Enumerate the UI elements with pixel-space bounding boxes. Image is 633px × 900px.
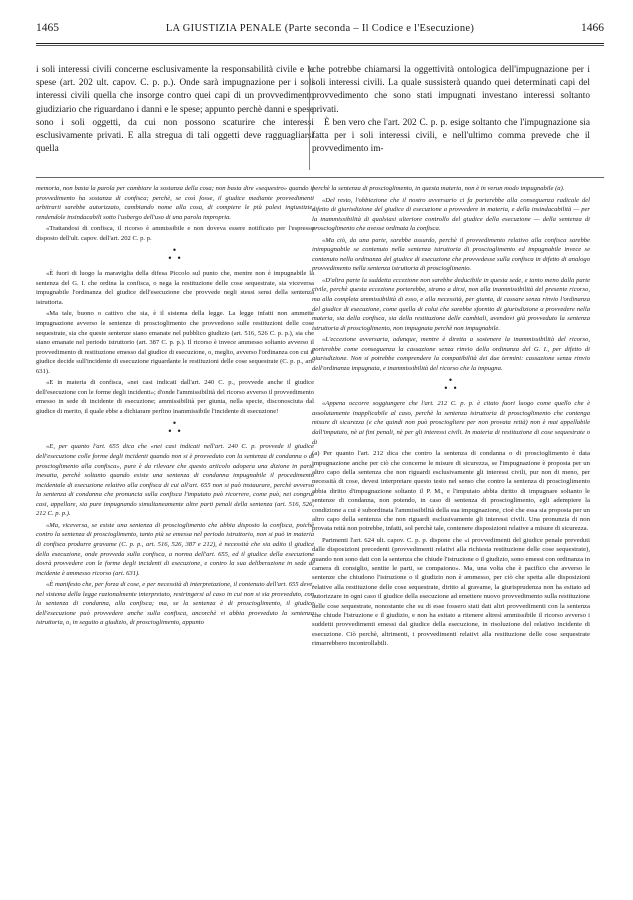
footnote-a: (a) Per quanto l'art. 212 dica che contro la sentenza di condanna o di proscioglimento è data impugnazione anche per ciò che concerne le misure di sicurezza, se l'impugnazione è proposta per un altro capo della sentenza che non riguardi esclusivamente gli interessi civili, pur non di meno, per necessità di cose, devesi interpretare questo testo nel senso che contro la sentenza di proscioglimento abbia diritto d'impugnazione soltanto il P. M., e l'imputato abbia diritto di impugnare soltanto le sentenze di condanna, non potendo, in caso di sentenza di proscioglimento, egli adempiere la condizione a cui è subordinata l'ammissibilità della sua impugnazione, cioè che essa sia proposta per un altro capo della sentenza che non riguardi esclusivamente gli interessi civili. Una pronunzia di non provata reità non potrebbe, infatti, sol perchè tale, contenere disposizioni relative a misure di sicurezza.: [312, 450, 590, 533]
main-text-left-column: [36, 64, 314, 156]
footnotes-right-column: [312, 184, 590, 649]
section-separator: • • •: [443, 376, 459, 394]
footnote-paragraph: «Appena occorre soggiungere che l'art. 212 C. p. p. è citato fuori luogo come quello che è assolutamente inapplicabile al caso, perchè la sentenza istruttoria di proscioglimento che contenga misure di sicurezza (e che quindi non può prosciogliere per non provata reità) non è mai appellabile dall'imputato, nè ai fini penali, nè per gli interessi civili. In materia di restituzione di cose sequestrate o di: [312, 400, 590, 446]
running-title: LA GIUSTIZIA PENALE (Parte seconda – Il Codice e l'Esecuzione): [165, 23, 475, 34]
running-header: [36, 18, 604, 42]
footnote-paragraph: «D'altra parte la suddetta eccezione non sarebbe deducibile in questa sede, e tanto meno dalla parte civile, perchè questa eccezione porterebbe, strano a dirsi, non alla inammissibilità del presente ricorso, ma alla completa ammissibilità di esso, e alla necessità, per giunta, di cassare senza rinvio l'ordinanza del giudice di esecuzione, come quella di colui che sarebbe sfornito di giurisdizione a provvedere nella materia, sia della confisca, sia della restituzione delle cambiali, avendovi già provveduto la sentenza istruttoria di proscioglimento, non impugnata perchè non impugnabile.: [312, 276, 590, 332]
header-rule: [36, 43, 604, 44]
footnote-paragraph: «Ma tale, buono o cattivo che sia, è il sistema della legge. La legge infatti non ammette impugnazione avverso le sentenze di proscioglimento che provvedono sulle restituzioni delle cose sequestrate, sia che queste sentenze siano emanate nel pubblico giudizio (art. 516, 526 C. p. p.), sia che siano emanate nel periodo istruttorio (art. 387 C. p. p.). Il ricorso è invece ammesso soltanto avverso il provvedimento di restituzione emesso dal giudice di esecuzione, o, meglio, avverso l'ordinanza con cui il giudice decide sull'incidente di esecuzione riguardante le restituzioni delle cose sequestrate (C. p. p., art. 631).: [36, 310, 314, 375]
page-number-right: 1466: [581, 22, 604, 34]
main-paragraph: che potrebbe chiamarsi la oggettività ontologica dell'impugnazione per i soli interessi civili. La quale sussisterà quando quei determinati capi del provvedimento che sono stati impugnati investano interessi soltanto privati.: [312, 65, 590, 115]
page-number-left: 1465: [36, 22, 59, 34]
main-paragraph: i soli interessi civili concerne esclusivamente la responsabilità civile e le spese (art. 202 ult. capov. C. p. p.). Onde sarà impugnazione per i soli interessi civili quella che insorge contro quei capi di un provvedimento giudiziario che riguardano i danni e le spese; appunto perchè danni e spese sono i soli oggetti, da cui non possono scaturire che interessi esclusivamente privati. E alla stregua di tali oggetti deve ragguagliarsi quella: [36, 65, 314, 155]
footnote-paragraph: memoria, non basta la parola per cambiare la sostanza della cosa; non basta dire «sequestro» quando il provvedimento ha sostanza di confisca; perchè, se così fosse, il giudice mediante provvedimenti arbitrarii sarebbe autorizzato, cambiando nome alla cosa, di compiere le più palesi ingiustizie, rendendole insindacabili sotto l'usbergo dell'uso di una parola impropria.: [36, 185, 314, 221]
footnote-paragraph: «È manifesto che, per forza di cose, e per necessità di interpretazione, il contenuto dell'art. 655 deve, nel sistema della legge razionalmente interpretato, restringersi al caso in cui non si sia provveduto, con la sentenza di condanna, alla confisca; ma, se la sentenza è di proscioglimento, il giudice dell'esecuzione può provvedere anche sulla confisca, ancorchè vi abbia provveduto la sentenza istruttoria, o, in seguito a giudizio, di proscioglimento, appunto: [36, 581, 314, 627]
footnote-paragraph: «Trattandosi di confisca, il ricorso è ammissibile e non doveva essere notificato per l'espresso disposto dell'ult. capov. dell'art. 202 C. p. p.: [36, 225, 314, 242]
footnote-paragraph: «Ma, viceversa, se esiste una sentenza di proscioglimento che abbia disposto la confisca, poichè contro la sentenza di proscioglimento, tanto più se emessa nel periodo istruttorio, non si può in materia di confisca produrre gravame (C. p. p., art. 516, 526, 387 e 212), è necessità che sia adito il giudice della esecuzione, onde provveda sulla confisca, a norma dell'art. 655, ed il giudice della esecuzione dovrà provvedere con le forme degli incidenti di esecuzione, e contro la sua deliberazione in sede di incidente è ammesso ricorso (art. 631).: [36, 521, 314, 577]
footnotes-left-column: [36, 184, 314, 628]
footnote-paragraph: «È fuori di luogo la maraviglia della difesa Piccolo sul punto che, mentre non è impugnabile la sentenza del G. I. che ordina la confisca, o nega la restituzione delle cose sequestrate, sia viceversa impugnabile l'ordinanza del giudice dell'esecuzione che provvede negli stessi sensi della sentenza istruttoria.: [36, 270, 314, 306]
footnote-paragraph: Parimenti l'art. 624 ult. capov. C. p. p. dispone che «i provvedimenti del giudice penale preveduti dalle disposizioni precedenti (provvedimenti relativi alla richiesta restituzione delle cose sequestrate), quando non sono dati con la sentenza che chiude l'istruzione o il giudizio, sono emessi con ordinanza in camera di consiglio, sentite le parti, se compaiono». Ma, una volta che è pacifico che avverso le sentenze che chiudono l'istruzione o il giudizio non è ammesso, per ciò che spetta alle disposizioni relative alla restituzione delle cose sequestrate, diritto al gravame, la giurisprudenza non ha esitato ad autorizzare in ogni caso il giudice della esecuzione ad emettere nuovo provvedimento sulla restituzione delle cose sequestrate, nonostante che su di esse fossero stati dati altri provvedimenti con la sentenza che chiude l'istruzione e il giudizio, e non ha esitato a ritenere altresì ammissibile il ricorso avverso i suddetti provvedimenti emessi dal giudice della esecuzione, in risoluzione del relativo incidente di esecuzione. Ciò perchè, altrimenti, i provvedimenti relativi alla restituzione delle cose sequestrate rimarrebbero incontrollabili.: [312, 536, 590, 648]
header-rule-thin: [36, 45, 604, 46]
section-separator: • • •: [167, 246, 183, 264]
footnote-paragraph: perchè la sentenza di proscioglimento, in questa materia, non è in verun modo impugnabile (a).: [312, 185, 565, 192]
footnote-paragraph: «Del resto, l'obbiezione che il nostro avversario ci fa porterebbe alla conseguenza radicale del difetto di giurisdizione del giudice di esecuzione a provvedere in materia, e della insindacabilità — per la inammissibilità di qualsiasi ulteriore controllo del giudice della esecuzione — della sentenza di proscioglimento che avesse ordinata la confisca.: [312, 196, 590, 233]
footnote-divider: [36, 177, 604, 178]
column-divider: [309, 66, 310, 170]
footnote-paragraph: «E in materia di confisca, «nei casi indicati dall'art. 240 C. p., provvede anche il giudice dell'esecuzione con le forme degli incidenti»; d'onde l'ammissibilità del ricorso avverso il provvedimento emesso in sede di incidente di esecuzione; ammissibilità per giunta, nella specie, disconosciuta dal giudice di merito, il quale ebbe a dichiarare perfino inammissibile l'incidente di esecuzione!: [36, 379, 314, 415]
footnote-paragraph: «Ma ciò, da una parte, sarebbe assurdo, perchè il provvedimento relativo alla confisca sarebbe inimpugnabile se contenuto nella sentenza istruttoria di proscioglimento ed impugnabile invece se contenuto nella ordinanza del giudice di esecuzione che provvedesse sulla confisca in difetto di analogo provvedimento nella sentenza istruttoria di proscioglimento.: [312, 236, 590, 273]
main-paragraph: È ben vero che l'art. 202 C. p. p. esige soltanto che l'impugnazione sia fatta per i soli interessi civili, e nell'ultimo comma prevede che il provvedimento im-: [312, 117, 590, 155]
section-separator: • • •: [167, 419, 183, 437]
main-text-right-column: [312, 64, 590, 156]
footnote-paragraph: «L'eccezione avversaria, adunque, mentre è diretta a sostenere la inammissibilità del ricorso, porterebbe come conseguenza la cassazione senza rinvio della ordinanza del G. I., per difetto di giurisdizione. Non si potrebbe comprendere la compatibilità dei due termini: cassazione senza rinvio dell'ordinanza impugnata, e inammissibilità del ricorso che la impugna.: [312, 336, 590, 372]
footnote-paragraph: «E, per quanto l'art. 655 dica che «nei casi indicati nell'art. 240 C. p. provvede il giudice dell'esecuzione colle forme degli incidenti quando non si è provveduto con la sentenza di condanna o di proscioglimento alla confisca», pure è da rilevare che questo articolo adopera una dizione in parte inesatta, perchè soltanto quando esiste una sentenza di condanna impugnabile il procedimento incidentale di esecuzione relativo alla confisca di cui all'art. 655 non si può instaurare, perchè avverso la sentenza di condanna che pronuncia sulla confisca l'imputato può ricorrere, come può, nei congrui casi, appellare, sia pure impugnando simultaneamente altre parti penali della sentenza (art. 516, 526, 212 C. p. p.).: [36, 443, 314, 518]
